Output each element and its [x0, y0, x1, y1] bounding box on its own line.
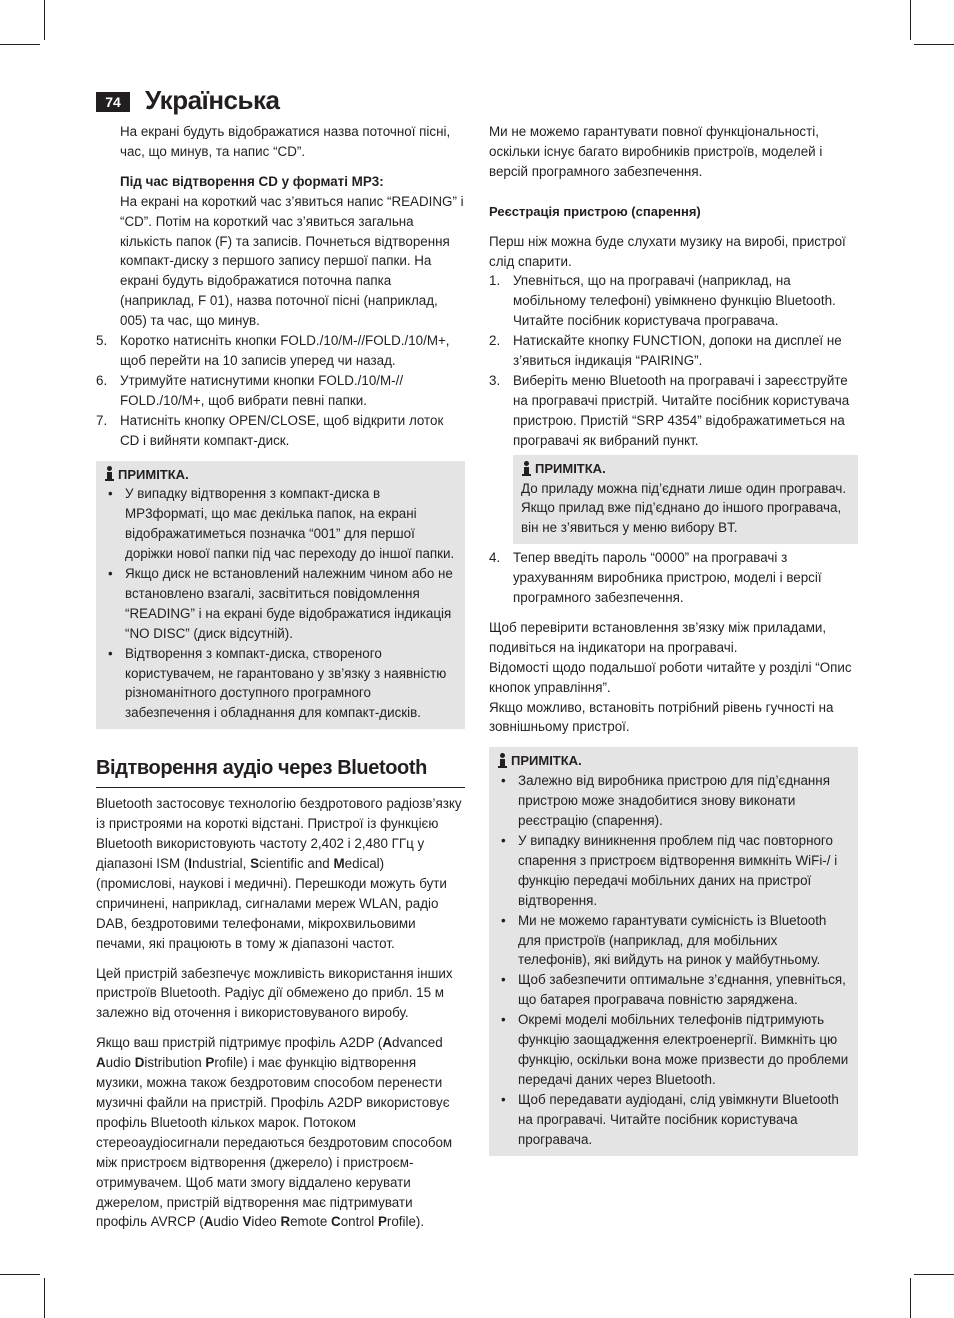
- list-item: • Залежно від виробника пристрою для під’єднання пристрою може знадобитися знову виконати реєстрацію (спарення).: [497, 771, 850, 831]
- step-text: Коротко натисніть кнопки FOLD./10/M-//FOLD./10/M+, щоб перейти на 10 записів уперед чи назад.: [120, 333, 450, 368]
- step-text: Упевніться, що на програвачі (наприклад, на мобільному телефоні) увімкнено функцію Bluetooth. Читайте посібник користувача програвача.: [513, 273, 836, 329]
- note-box: [489, 747, 858, 1155]
- crop-mark: [44, 0, 45, 40]
- list-item: • Щоб передавати аудіодані, слід увімкнути Bluetooth на програвачі. Читайте посібник користувача програвача.: [497, 1090, 850, 1150]
- note-box: [96, 461, 465, 730]
- check-connection-text: Щоб перевірити встановлення зв’язку між приладами, подивіться на індикатори на програвачі.: [489, 619, 827, 655]
- step-text: Натисніть кнопку OPEN/CLOSE, щоб відкрити лоток CD і вийняти компакт-диск.: [120, 412, 444, 448]
- step-text: Утримуйте натиснутими кнопки FOLD./10/M-// FOLD./10/M+, щоб вибрати певні папки.: [120, 372, 404, 408]
- note-label: ПРИМІТКА.: [535, 460, 606, 476]
- step-number: 5.: [96, 333, 108, 349]
- list-item: [489, 371, 858, 451]
- playback-intro: На екрані будуть відображатися назва поточної пісні, час, що минув, та напис “CD”.: [120, 124, 451, 159]
- step-text: Тепер введіть пароль “0000” на програвачі з урахуванням виробника пристрою, моделі і версії програмного забезпечення.: [513, 550, 822, 606]
- list-item: [96, 411, 465, 451]
- note-box: [513, 455, 858, 545]
- step-number: 2.: [489, 333, 501, 349]
- step-number: 7.: [96, 412, 108, 428]
- list-item: • Ми не можемо гарантувати сумісність із Bluetooth для пристроїв (наприклад, для мобільних телефонів), які вийдуть на ринок у майбутньому.: [497, 911, 850, 971]
- info-icon: [497, 753, 507, 769]
- info-icon: [521, 461, 531, 477]
- page-title: Українська: [145, 85, 280, 115]
- step-number: 4.: [489, 550, 501, 566]
- note-list: [104, 484, 457, 723]
- a2dp-paragraph: Якщо ваш пристрій підтримує профіль A2DP (Advanced Audio Distribution Profile) і має функцію відтворення музики, можна також бездротовим способом перенести музичні файли на пристрій. Профіль A2DP використовує профіль Bluetooth кількох марок. Потоком стереоаудіосигнали передаються бездротовим способом між пристроєм відтворення (джерело) і пристроєм-отримувачем. Щоб мати змогу віддалено керувати джерелом, пристрій відтворення має підтримувати профіль AVRCP (Audio Video Remote Control Profile).: [96, 1035, 453, 1230]
- crop-mark: [910, 0, 911, 40]
- mp3-heading: Під час відтворення CD у форматі MP3:: [120, 173, 384, 189]
- list-item: [489, 548, 858, 608]
- list-item: • Щоб забезпечити оптимальне з’єднання, упевніться, що батарея програвача повністю заряджена.: [497, 970, 850, 1010]
- left-column: [96, 122, 465, 1232]
- note-list: [497, 771, 850, 1149]
- step-text: Виберіть меню Bluetooth на програвачі і зареєструйте на програвачі пристрій. Читайте посібник користувача пристрою. Пристій “SRP 4354” відображатиметься на програвачі як вибраний пункт.: [513, 372, 850, 448]
- list-item: • Окремі моделі мобільних телефонів підтримують функцію заощадження електроенергії. Вимкніть цю функцію, оскільки вона може призвести до проблеми передачі даних через Bluetooth.: [497, 1010, 850, 1090]
- step-number: 3.: [489, 372, 501, 388]
- right-column: [489, 122, 858, 1156]
- pairing-intro: Перш ніж можна буде слухати музику на виробі, пристрої слід спарити.: [489, 233, 846, 269]
- list-item: • Якщо диск не встановлений належним чином або не встановлено взагалі, засвітиться повідомлення “READING” і на екрані буде відображатися індикація “NO DISC” (диск відсутній).: [104, 564, 457, 644]
- list-item: [96, 371, 465, 411]
- list-item: [96, 331, 465, 371]
- crop-mark: [0, 1274, 40, 1275]
- step-number: 6.: [96, 372, 108, 388]
- note-header: [521, 459, 850, 479]
- step-text: Натискайте кнопку FUNCTION, допоки на дисплеї не з’явиться індикація “PAIRING”.: [513, 333, 842, 369]
- list-item: [489, 331, 858, 371]
- mp3-text: На екрані на короткий час з’явиться напис “READING” і “CD”. Потім на короткий час з’явиться загальна кількість папок (F) та записів. Почнеться відтворення компакт-диску з першого запису першої папки. На екрані будуть відображатися поточна папка (наприклад, F 01), назва поточної пісні (наприклад, 005) та час, що минув.: [120, 193, 464, 329]
- compatibility-paragraph: Ми не можемо гарантувати повної функціональності, оскільки існує багато виробників пристроїв, моделей і версій програмного забезпечення.: [489, 124, 823, 179]
- note-label: ПРИМІТКА.: [118, 466, 189, 482]
- note-text: До приладу можна під’єднати лише один програвач. Якщо прилад вже під’єднано до іншого програвача, він не з’явиться у меню вибору BT.: [521, 480, 847, 536]
- pairing-steps-continued: [489, 548, 858, 608]
- info-icon: [104, 466, 114, 482]
- page-number: 74: [96, 92, 130, 112]
- crop-mark: [914, 1274, 954, 1275]
- crop-mark: [0, 44, 40, 45]
- volume-text: Якщо можливо, встановіть потрібний рівень гучності на зовнішньому пристрої.: [489, 699, 834, 735]
- further-info-text: Відомості щодо подальшої роботи читайте у розділі “Опис кнопок управління”.: [489, 659, 852, 695]
- pairing-steps: [489, 271, 858, 450]
- note-label: ПРИМІТКА.: [511, 753, 582, 769]
- crop-mark: [910, 1278, 911, 1318]
- note-header: [104, 465, 457, 485]
- bluetooth-range-paragraph: Цей пристрій забезпечує можливість використання інших пристроїв Bluetooth. Радіус дії обмежено до прибл. 15 м залежно від оточення і використовуваного виробу.: [96, 965, 453, 1021]
- list-item: [489, 271, 858, 331]
- crop-mark: [914, 44, 954, 45]
- crop-mark: [44, 1278, 45, 1318]
- list-item: • У випадку відтворення з компакт-диска в MP3форматі, що має декілька папок, на екрані відображатиметься позначка “001” для першої доріжки нової папки під час переходу до іншої папки.: [104, 484, 457, 564]
- list-item: • Відтворення з компакт-диска, створеного користувачем, не гарантовано у зв’язку з наявністю різноманітного доступного програмного забезпечення і обладнання для компакт-дисків.: [104, 644, 457, 724]
- list-item: • У випадку виникнення проблем під час повторного спарення з пристроєм відтворення вимкніть WiFi-/ і функцію передачі мобільних даних на пристрої відтворення.: [497, 831, 850, 911]
- pairing-heading: Реєстрація пристрою (спарення): [489, 203, 701, 219]
- section-title: Відтворення аудіо через Bluetooth: [96, 753, 465, 788]
- step-number: 1.: [489, 273, 501, 289]
- bluetooth-paragraph: Bluetooth застосовує технологію бездротового радіозв’язку із пристроями на короткі відстані. Пристрої із функцією Bluetooth використовують частоту 2,402 і 2,480 ГГц у діапазоні ISM (Industrial, Scientific and Medical) (промислові, наукові і медичні). Перешкоди можуть бути спричинені, наприклад, сигналами мереж WLAN, радіо DAB, бездротовими телефонами, мікрохвильовими печами, які працюють в тому ж діапазоні частот.: [96, 796, 462, 951]
- steps-list: [96, 331, 465, 450]
- note-header: [497, 751, 850, 771]
